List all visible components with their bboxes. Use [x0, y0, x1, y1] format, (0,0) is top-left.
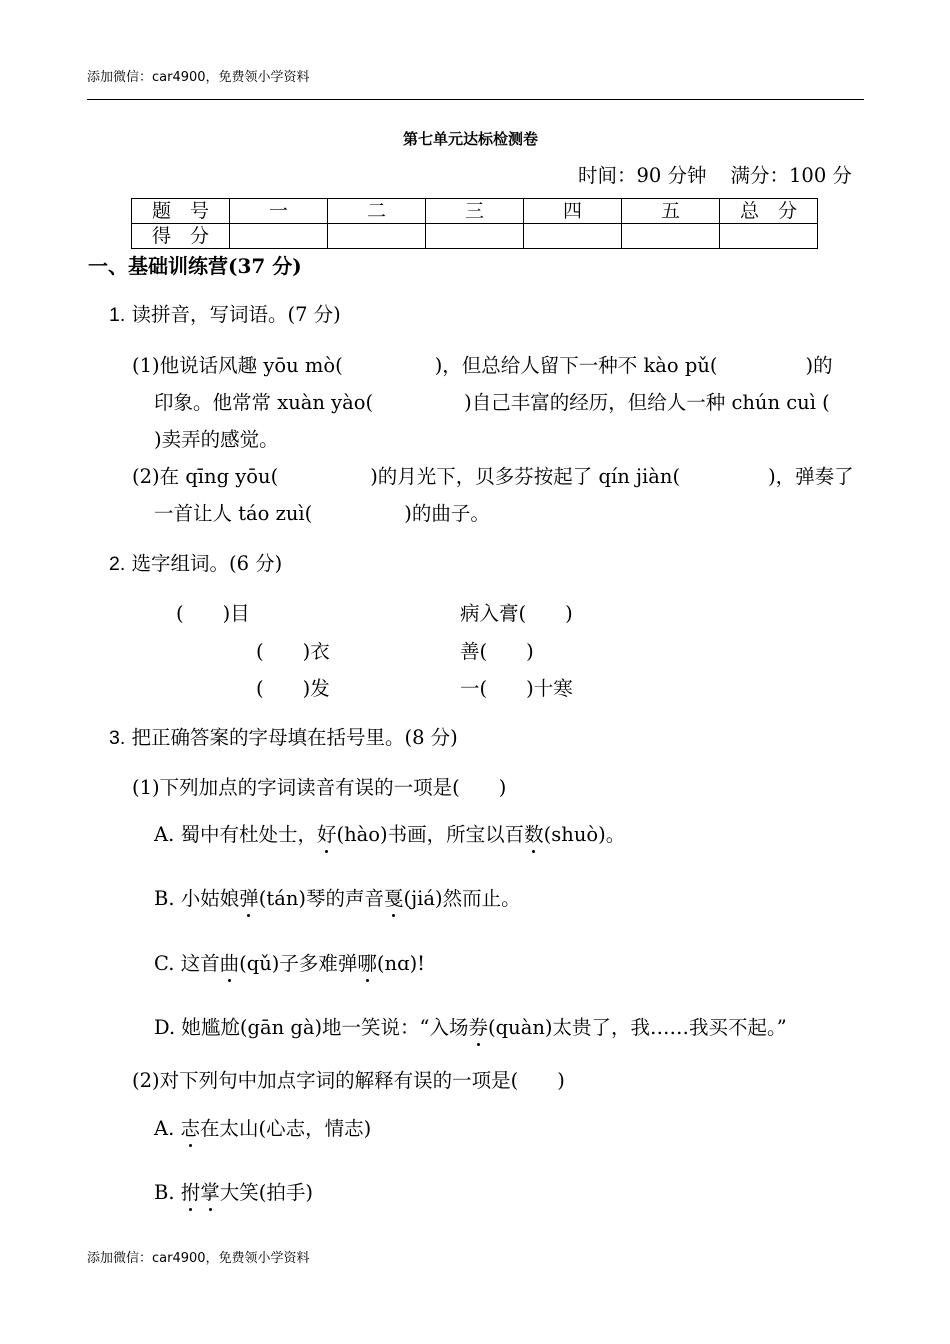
question-3-stem [109, 722, 458, 750]
question-text: 选字组词。(6 分) [131, 552, 283, 575]
dotted-char: 拊 [181, 1177, 201, 1205]
score-cell: 总 分 [720, 199, 818, 224]
score-cell: 二 [328, 199, 426, 224]
option-text: (nɑ)! [376, 952, 426, 975]
score-blank[interactable] [426, 224, 524, 249]
q1-text: 印象。他常常 xuàn yào( [154, 391, 374, 414]
q3-1-option-a[interactable] [154, 819, 625, 847]
q2-right-item: 善( ) [460, 640, 534, 663]
q2-right-item: 一( )十寒 [460, 677, 573, 700]
score-cell: 题 号 [132, 199, 230, 224]
q1-text: )，但总给人留下一种不 kào pǔ( [434, 354, 718, 377]
option-text: 大笑(拍手) [219, 1181, 313, 1204]
header-note: 添加微信：car4900，免费领小学资料 [87, 70, 310, 85]
q3-2-option-a[interactable] [154, 1113, 371, 1141]
dotted-char: 志 [180, 1113, 200, 1141]
score-blank[interactable] [230, 224, 328, 249]
q1-line-1 [132, 350, 833, 378]
question-text: 读拼音，写词语。(7 分) [131, 303, 341, 326]
score-cell: 五 [622, 199, 720, 224]
option-text: (jiá)然而止。 [403, 887, 521, 910]
option-text: 尴尬 [200, 1016, 240, 1039]
option-text: A. 蜀中有杜处士， [154, 823, 317, 846]
score-table [131, 198, 818, 249]
q2-left-item: ( )发 [256, 677, 330, 700]
option-text: B. 小姑娘 [154, 887, 240, 910]
dotted-char: 弹 [239, 883, 259, 911]
dotted-char: 券 [469, 1012, 489, 1040]
score-blank[interactable] [524, 224, 622, 249]
q1-line-5 [154, 498, 490, 526]
q1-text: )的曲子。 [404, 502, 490, 525]
option-text: D. 她 [154, 1016, 201, 1039]
option-text: C. 这首 [154, 952, 220, 975]
option-text: (qǔ)子多难弹 [239, 952, 358, 975]
q2-left-item: ( )衣 [256, 640, 330, 663]
dotted-char: 哪 [357, 948, 377, 976]
q1-text: )，弹奏了 [768, 465, 854, 488]
option-text: (gān gà)地一笑说：“入场 [239, 1016, 469, 1039]
dotted-char: 曲 [220, 948, 240, 976]
q1-line-4 [132, 461, 854, 489]
q1-line-3: )卖弄的感觉。 [154, 428, 279, 451]
dotted-char: 数 [524, 819, 544, 847]
question-number: 1. [109, 304, 126, 326]
dotted-char: 掌 [200, 1177, 220, 1205]
q3-1-option-c[interactable] [154, 948, 425, 976]
section-1-heading: 一、基础训练营(37 分) [88, 254, 302, 278]
q1-text: )的月光下，贝多芬按起了 qín jiàn( [370, 465, 681, 488]
q1-text: (2)在 qīng yōu( [132, 465, 279, 488]
score-blank[interactable] [328, 224, 426, 249]
option-text: (tán)琴的声音 [258, 887, 384, 910]
option-text: (hào)书画，所宝以百 [336, 823, 525, 846]
option-text: A. [154, 1117, 181, 1140]
exam-meta [578, 160, 852, 188]
score-table-score-row [132, 224, 818, 249]
option-text: 在太山(心志，情志) [200, 1117, 372, 1140]
page-title: 第七单元达标检测卷 [403, 130, 539, 148]
question-text: 把正确答案的字母填在括号里。(8 分) [131, 726, 458, 749]
header-divider [87, 99, 864, 100]
full-score: 满分：100 分 [730, 164, 852, 187]
dotted-char: 戛 [384, 883, 404, 911]
q1-text: (1)他说话风趣 yōu mò( [132, 354, 343, 377]
time-limit: 时间：90 分钟 [578, 164, 707, 187]
q3-2-option-b[interactable] [154, 1177, 313, 1205]
option-text: (quàn)太贵了，我……我买不起。” [488, 1016, 787, 1039]
q2-right-item: 病入膏( ) [460, 602, 573, 625]
option-text: B. [154, 1181, 181, 1204]
option-text: (shuò)。 [543, 823, 626, 846]
score-table-header-row [132, 199, 818, 224]
question-number: 3. [109, 727, 126, 749]
score-cell: 三 [426, 199, 524, 224]
q2-left-item: ( )目 [176, 602, 250, 625]
q1-line-2 [154, 387, 830, 415]
score-blank[interactable] [622, 224, 720, 249]
q1-text: )的 [805, 354, 833, 377]
q1-text: 一首让人 táo zuì( [154, 502, 313, 525]
footer-note: 添加微信：car4900，免费领小学资料 [87, 1251, 310, 1266]
question-number: 2. [109, 553, 126, 575]
q3-1-option-b[interactable] [154, 883, 521, 911]
question-1-stem [109, 299, 341, 327]
dotted-char: 好 [317, 819, 337, 847]
score-cell: 一 [230, 199, 328, 224]
score-blank[interactable] [720, 224, 818, 249]
q3-1-option-d[interactable] [154, 1012, 787, 1040]
q3-sub-2: (2)对下列句中加点字词的解释有误的一项是( ) [132, 1069, 565, 1092]
score-cell: 得 分 [132, 224, 230, 249]
q3-sub-1: (1)下列加点的字词读音有误的一项是( ) [132, 776, 507, 799]
score-cell: 四 [524, 199, 622, 224]
question-2-stem [109, 548, 282, 576]
q1-text: )自己丰富的经历，但给人一种 chún cuì ( [464, 391, 830, 414]
